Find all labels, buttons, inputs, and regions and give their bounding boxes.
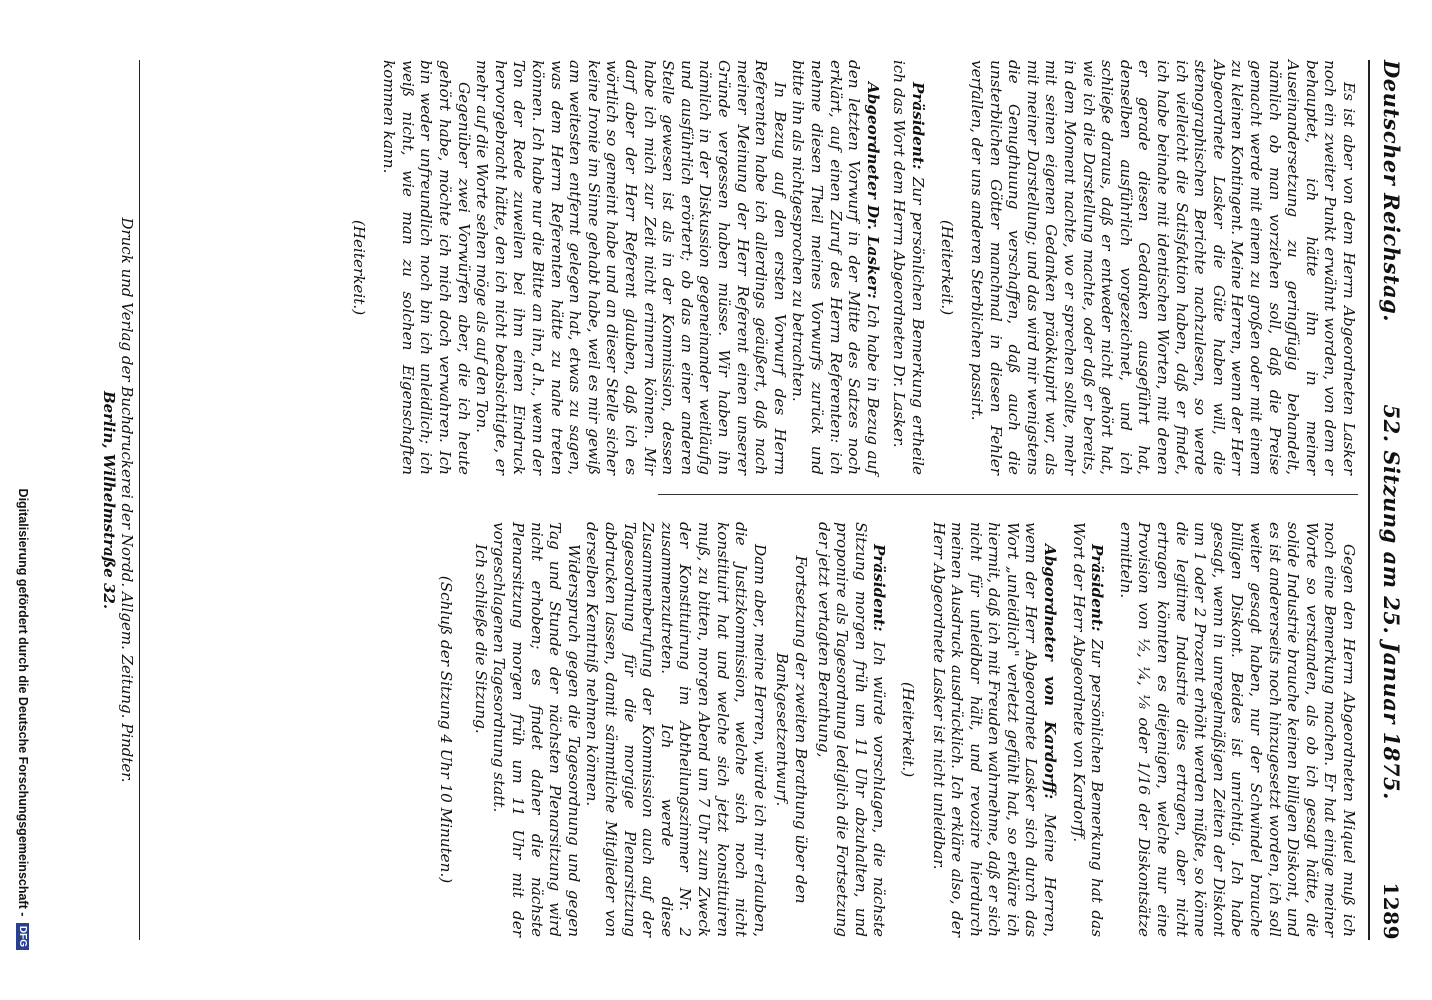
page-number: 1289 [1379,882,1403,940]
speaker-label: Präsident: [908,82,927,170]
paragraph: Dann aber, meine Herren, würde ich mir erlauben, die Justizkommission, welche sich noch nicht konstituirt hat und welche sich jetzt konstituiren muß, zu bitten, morgen Abend um 7 Uhr zum Zweck der Konstituirung im Abtheilungszimmer Nr. 2 zusammenzutreten. Ich werde diese Zusammenberufung der Kommission auch auf der Tagesordnung für die morgige Plenarsitzung abdrucken lassen, damit sämmtliche Mitglieder von derselben Kenntniß nehmen können. [583,522,769,937]
speech-text: Ich würde vorschlagen, die nächste Sitzung morgen früh um 11 Uhr abzuhalten, und proponire als Tagesordnung lediglich die Fortsetzung der jetzt vertagten Berathung, [814,522,889,937]
paragraph [1069,522,1106,937]
speaker-label: Abgeordneter Dr. Lasker: [863,82,882,299]
laughter-note: (Heiterkeit.) [937,219,956,316]
paragraph: Ich schließe die Sitzung. [471,544,490,734]
right-column [427,522,1358,937]
dfg-logo: DFG [16,923,29,950]
speaker-label: Abgeordneter von Kardorff: [1041,544,1060,800]
paragraph [789,60,882,475]
speech-text: Zur persönlichen Bemerkung hat das Wort der Herr Abgeordnete von Kardorff. [1069,522,1107,937]
digitization-text: Digitalisierung gefördert durch die Deutsche Forschungsgemeinschaft - [16,488,30,917]
speaker-label: Präsident: [870,544,889,632]
column-divider [658,494,1358,495]
page-header [1374,60,1404,940]
speech-text: Meine Herren, wenn der Herr Abgeordnete Lasker sich durch das Wort „unleidlich" verletzt gefühlt hat, so erkläre ich hiermit, daß ich mit Freuden wahrnehme, daß er sich nicht für unleidbar hält, und revozire hierdurch meinen Ausdruck ausdrücklich. Ich erkläre also, der Herr Abgeordnete Lasker ist nicht unleidbar. [929,522,1060,938]
paragraph: Es ist aber von dem Herrn Abgeordneten Lasker noch ein zweiter Punkt erwähnt worden, von dem er behauptet, ich hätte ihn in meiner Auseinandersetzung zu geringfügig behandelt, nämlich ob man vorziehen soll, daß die Preise gemacht werde mit einem zu großen oder mit einem zu kleinen Kontingent. Meine Herren, wenn der Herr Abgeordnete Lasker die Güte haben will, die stenographischen Berichte nachzulesen, so werde ich vielleicht die Satisfaktion haben, daß er findet, ich habe beinahe mit identischen Worten, mit denen er gerade diesen Gedanken ausgeführt hat, denselben ausführlich vorgezeichnet, und ich schließe daraus, daß er entweder nicht gehört hat, wie ich die Darstellung machte, oder daß er bereits, in dem Moment nachte, wo er sprechen sollte, mehr mit seinen eigenen Gedanken präokkupirt war, als mit meiner Darstellung; und das wird mir wenigstens die Genugthuung verschaffen, daß auch die unsterblichen Götter manchmal in diesen Fehler verfallen, der uns anderen Sterblichen passirt. [968,60,1358,475]
closing-note: (Schluß der Sitzung 4 Uhr 10 Minuten.) [437,575,456,884]
speech-text: Ich habe in Bezug auf den letzten Vorwurf in der Mitte des Satzes noch erklärt, auf einen Zuruf des Herrn Referenten: ich nehme diesen Theil meines Vorwurfs zurück und bitte ihn als nichtgesprochen zu betrachten. [789,60,882,475]
paragraph [929,522,1059,937]
left-column [339,60,1358,475]
session-title: 52. Sitzung am 25. Januar 1875. [1379,404,1404,800]
header-rule [1368,60,1370,940]
paragraph [814,522,888,937]
laughter-note: (Heiterkeit.) [898,681,917,778]
laughter-note: (Heiterkeit.) [349,219,368,316]
paragraph: Gegenüber zwei Vorwürfen aber, die ich heute gehört habe, möchte ich mich doch verwahren. Ich bin weder unfreundlich noch bin ich unleidlich; ich weiß nicht, wie man zu solchen Eigenschaften kommen kann. [380,60,473,475]
paragraph: Gegen den Herrn Abgeordneten Miquel muß ich noch eine Bemerkung machen. Er hat einige meiner Worte so verstanden, als ob ich gesagt hätte, die solide Industrie brauche keinen billigen Diskont, und es ist andererseits noch hinzugesetzt worden, ich soll weiter gesagt haben, nur der Schwindel brauche billigen Diskont. Beides ist unrichtig. Ich habe gesagt, wenn in unregelmäßigen Zeiten der Diskont um 1 oder 2 Prozent erhöht werden müßte, so könne die legitime Industrie dies ertragen, aber nicht ertragen könnten es diejenigen, welche nur eine Provision von ½, ¼, ⅛ oder 1/16 der Diskontsätze ermitteln. [1116,522,1358,937]
speech-text: Zur persönlichen Bemerkung ertheile ich das Wort dem Herrn Abgeordneten Dr. Lasker. [890,60,927,475]
publication-title: Deutscher Reichstag. [1379,60,1404,323]
paragraph: In Bezug auf den ersten Vorwurf des Herrn Referenten habe ich allerdings geäußert, daß nach meiner Meinung der Herr Referent einen unserer Gründe vergessen haben müsse. Wir haben ihn nämlich in der Diskussion gegeneinander weitläufig und ausführlich erörtert; ob das an einer anderen Stelle gewesen ist als in der Kommission, dessen habe ich mich zur Zeit nicht erinnern können. Mir darf aber der Herr Referent glauben, daß ich es wörtlich so gemeint habe und an dieser Stelle sicher keine Ironie im Sinne gehabt habe, weil es mir gewiß am weitesten entfernt gelegen hat, etwas zu sagen, was dem Herrn Referenten hätte zu nahe treten können. Ich habe nur die Bitte an ihn, d.h., wenn der Ton der Rede zuweilen bei ihm einen Eindruck hervorgebracht hätte, den ich nicht beabsichtigte, er mehr auf die Worte sehen möge als auf den Ton. [473,60,789,475]
paragraph: Widerspruch gegen die Tagesordnung und gegen Tag und Stunde der nächsten Plenarsitzung wird nicht erhoben; es findet daher die nächste Plenarsitzung morgen früh um 11 Uhr mit der vorgeschlagenen Tagesordnung statt. [490,522,583,937]
speaker-label: Präsident: [1088,544,1107,632]
printer-address: Berlin, Wilhelmstraße 32. [100,390,118,610]
footer-rule [139,60,140,940]
printer-imprint [100,60,136,940]
agenda-item: Fortsetzung der zweiten Berathung über den Bankgesetzentwurf. [773,555,810,904]
digitization-note [16,190,30,950]
paragraph [890,60,927,475]
printer-line: Druck und Verlag der Buchdruckerei der Nordd. Allgem. Zeitung. Pindter. [118,217,136,783]
